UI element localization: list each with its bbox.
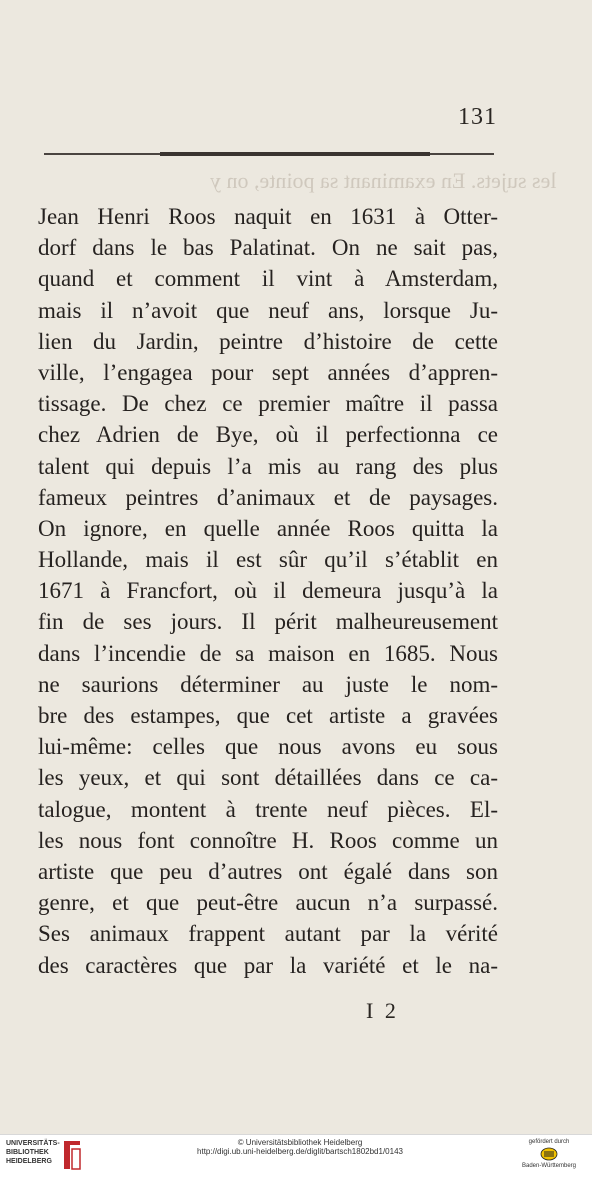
copyright-text: © Universitätsbibliothek Heidelberg — [237, 1138, 363, 1147]
source-url-link[interactable]: http://digi.ub.uni-heidelberg.de/diglit/bartsch1802bd1/0143 — [197, 1147, 403, 1156]
funder-name: Baden-Württemberg — [521, 1163, 577, 1169]
text-line: Hollande, mais il est sûr qu’il s’établit en — [38, 547, 498, 573]
body-text — [38, 201, 498, 981]
text-line: les yeux, et qui sont détaillées dans ce ca- — [38, 765, 498, 791]
text-line: Jean Henri Roos naquit en 1631 à Otter- — [38, 204, 498, 229]
text-line: lien du Jardin, peintre d’histoire de cette — [38, 328, 498, 354]
ub-heidelberg-logo-text — [6, 1139, 66, 1166]
baden-wuerttemberg-logo-icon — [540, 1147, 558, 1161]
funded-by-label: gefördert durch — [528, 1139, 570, 1145]
ub-logo-icon — [62, 1139, 82, 1171]
text-line: On ignore, en quelle année Roos quitta la — [38, 515, 498, 541]
text-line: dorf dans le bas Palatinat. On ne sait pas, — [38, 235, 498, 261]
text-line: Ses animaux frappent autant par la vérité — [38, 921, 498, 947]
header-rule-center — [160, 152, 430, 156]
text-line: talent qui depuis l’a mis au rang des plus — [38, 453, 498, 479]
text-line: quand et comment il vint à Amsterdam, — [38, 266, 498, 292]
text-line: ville, l’engagea pour sept années d’appren- — [38, 359, 498, 385]
text-line: chez Adrien de Bye, où il perfectionna ce — [38, 422, 498, 448]
funder-block — [512, 1138, 586, 1170]
text-line: tissage. De chez ce premier maître il passa — [38, 391, 498, 417]
text-line: fameux peintres d’animaux et de paysages. — [38, 484, 498, 510]
bleed-through-text: les sujets. En examinant sa pointe, on y — [210, 168, 557, 193]
text-line: genre, et que peut-être aucun n’a surpassé. — [38, 890, 498, 916]
text-line: les nous font connoître H. Roos comme un — [38, 827, 498, 853]
text-line: mais il n’avoit que neuf ans, lorsque Ju- — [38, 297, 498, 323]
text-line: lui-même: celles que nous avons eu sous — [38, 734, 498, 760]
text-line: fin de ses jours. Il périt malheureusement — [38, 609, 498, 635]
text-line: ne saurions déterminer au juste le nom- — [38, 671, 498, 697]
text-line: artiste que peu d’autres ont égalé dans son — [38, 858, 498, 884]
page-number: 131 — [458, 104, 497, 130]
text-line: 1671 à Francfort, où il demeura jusqu’à la — [38, 578, 498, 604]
catchword-signature: I 2 — [366, 998, 399, 1023]
ub-logo-label: UNIVERSITÄTS- BIBLIOTHEK HEIDELBERG — [6, 1140, 60, 1165]
text-line: des caractères que par la variété et le na- — [38, 952, 498, 978]
text-line: dans l’incendie de sa maison en 1685. Nous — [38, 640, 498, 666]
text-line: talogue, montent à trente neuf pièces. El- — [38, 796, 498, 822]
footer-credits — [150, 1138, 450, 1156]
text-line: bre des estampes, que cet artiste a gravées — [38, 703, 498, 728]
